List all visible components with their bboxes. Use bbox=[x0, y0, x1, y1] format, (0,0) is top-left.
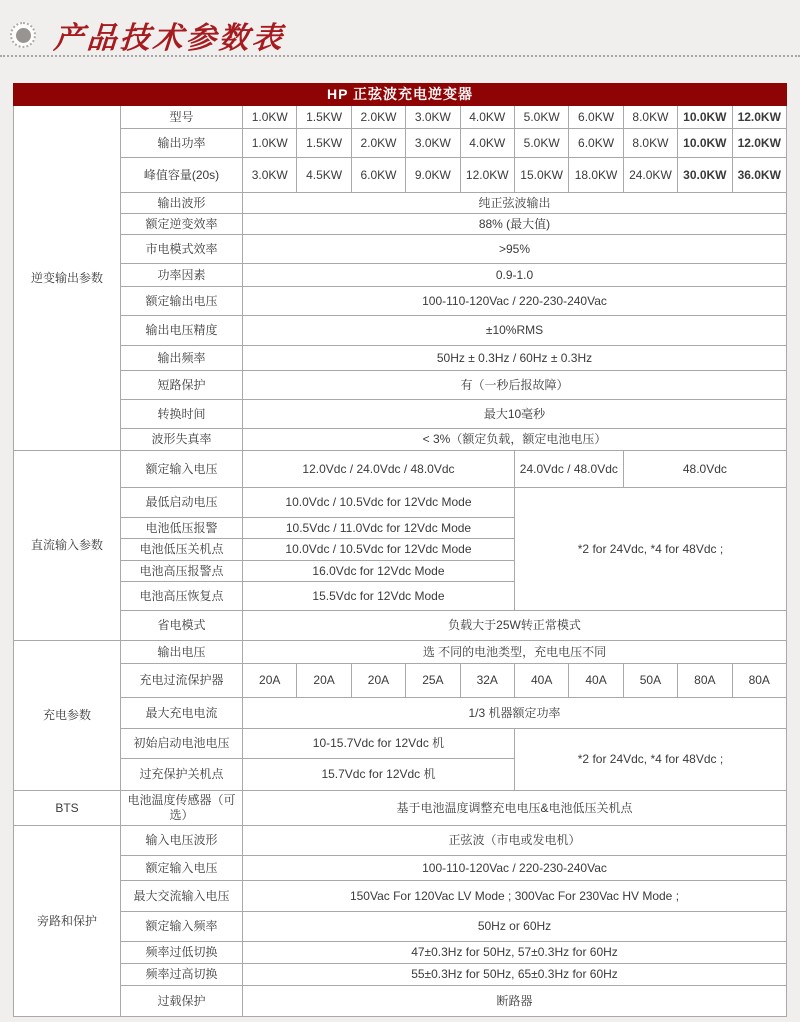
spec-value: 20A bbox=[351, 664, 405, 698]
param-label: 电池低压关机点 bbox=[121, 539, 243, 561]
spec-value: 10.5Vdc / 11.0Vdc for 12Vdc Mode bbox=[243, 518, 515, 539]
spec-row bbox=[14, 158, 787, 193]
param-label: 初始启动电池电压 bbox=[121, 729, 243, 759]
spec-table-container bbox=[0, 83, 800, 1017]
spec-value: 0.9-1.0 bbox=[243, 264, 787, 287]
spec-row bbox=[14, 214, 787, 235]
table-title: HP 正弦波充电逆变器 bbox=[14, 84, 787, 106]
spec-value: 50Hz ± 0.3Hz / 60Hz ± 0.3Hz bbox=[243, 346, 787, 371]
spec-row bbox=[14, 287, 787, 316]
param-label: 频率过低切换 bbox=[121, 942, 243, 964]
spec-table bbox=[13, 83, 787, 1017]
spec-value: 1.5KW bbox=[297, 129, 351, 158]
spec-value: 16.0Vdc for 12Vdc Mode bbox=[243, 561, 515, 582]
page-header bbox=[0, 0, 800, 83]
spec-value: 18.0KW bbox=[569, 158, 623, 193]
spec-value: 15.7Vdc for 12Vdc 机 bbox=[243, 759, 515, 791]
category-cell: BTS bbox=[14, 791, 121, 826]
param-label: 输出波形 bbox=[121, 193, 243, 214]
spec-value: 有（一秒后报故障） bbox=[243, 371, 787, 400]
spec-value: 80A bbox=[732, 664, 786, 698]
param-label: 电池低压报警 bbox=[121, 518, 243, 539]
spec-value: 32A bbox=[460, 664, 514, 698]
spec-value: 1.0KW bbox=[243, 106, 297, 129]
spec-value: 2.0KW bbox=[351, 129, 405, 158]
param-label: 转换时间 bbox=[121, 400, 243, 429]
spec-value: 6.0KW bbox=[569, 129, 623, 158]
spec-row bbox=[14, 488, 787, 518]
spec-value: 12.0KW bbox=[460, 158, 514, 193]
spec-value: 88% (最大值) bbox=[243, 214, 787, 235]
spec-value: 100-110-120Vac / 220-230-240Vac bbox=[243, 287, 787, 316]
spec-value: 12.0KW bbox=[732, 106, 786, 129]
param-label: 过充保护关机点 bbox=[121, 759, 243, 791]
spec-row bbox=[14, 942, 787, 964]
spec-value: 3.0KW bbox=[406, 106, 460, 129]
spec-value: 3.0KW bbox=[406, 129, 460, 158]
spec-value: 100-110-120Vac / 220-230-240Vac bbox=[243, 856, 787, 881]
param-label: 最低启动电压 bbox=[121, 488, 243, 518]
spec-row bbox=[14, 964, 787, 986]
spec-value: 9.0KW bbox=[406, 158, 460, 193]
spec-value: 10.0KW bbox=[678, 129, 732, 158]
spec-row bbox=[14, 346, 787, 371]
circle-bullet-icon bbox=[10, 22, 36, 48]
param-label: 输出电压 bbox=[121, 641, 243, 664]
spec-value: 15.5Vdc for 12Vdc Mode bbox=[243, 582, 515, 611]
spec-value: 5.0KW bbox=[514, 106, 568, 129]
spec-value: 30.0KW bbox=[678, 158, 732, 193]
spec-value: 8.0KW bbox=[623, 106, 677, 129]
spec-row bbox=[14, 826, 787, 856]
spec-value: 基于电池温度调整充电电压&电池低压关机点 bbox=[243, 791, 787, 826]
spec-value: 40A bbox=[514, 664, 568, 698]
spec-value: 6.0KW bbox=[569, 106, 623, 129]
spec-row bbox=[14, 856, 787, 881]
spec-row bbox=[14, 698, 787, 729]
spec-value: < 3%（额定负载，额定电池电压） bbox=[243, 429, 787, 451]
category-cell: 直流输入参数 bbox=[14, 451, 121, 641]
spec-value: 25A bbox=[406, 664, 460, 698]
category-cell: 充电参数 bbox=[14, 641, 121, 791]
spec-value: 150Vac For 120Vac LV Mode ; 300Vac For 230Vac HV Mode ; bbox=[243, 881, 787, 912]
spec-value: *2 for 24Vdc, *4 for 48Vdc ; bbox=[514, 488, 786, 611]
spec-value: 12.0Vdc / 24.0Vdc / 48.0Vdc bbox=[243, 451, 515, 488]
spec-value: 24.0KW bbox=[623, 158, 677, 193]
param-label: 额定输入电压 bbox=[121, 856, 243, 881]
param-label: 频率过高切换 bbox=[121, 964, 243, 986]
param-label: 输出频率 bbox=[121, 346, 243, 371]
spec-value: 40A bbox=[569, 664, 623, 698]
table-title-row bbox=[14, 84, 787, 106]
param-label: 额定逆变效率 bbox=[121, 214, 243, 235]
spec-value: 20A bbox=[297, 664, 351, 698]
param-label: 输入电压波形 bbox=[121, 826, 243, 856]
spec-row bbox=[14, 193, 787, 214]
spec-value: 50Hz or 60Hz bbox=[243, 912, 787, 942]
spec-value: 1.5KW bbox=[297, 106, 351, 129]
page-title: 产品技术参数表 bbox=[52, 22, 286, 55]
spec-value: 48.0Vdc bbox=[623, 451, 786, 488]
param-label: 电池高压恢复点 bbox=[121, 582, 243, 611]
spec-value: 10-15.7Vdc for 12Vdc 机 bbox=[243, 729, 515, 759]
spec-value: 10.0Vdc / 10.5Vdc for 12Vdc Mode bbox=[243, 539, 515, 561]
param-label: 输出功率 bbox=[121, 129, 243, 158]
spec-row bbox=[14, 881, 787, 912]
spec-value: 断路器 bbox=[243, 986, 787, 1017]
spec-value: 80A bbox=[678, 664, 732, 698]
spec-value: 3.0KW bbox=[243, 158, 297, 193]
spec-value: 50A bbox=[623, 664, 677, 698]
spec-value: *2 for 24Vdc, *4 for 48Vdc ; bbox=[514, 729, 786, 791]
spec-row bbox=[14, 791, 787, 826]
category-cell: 逆变输出参数 bbox=[14, 106, 121, 451]
spec-row bbox=[14, 429, 787, 451]
spec-row bbox=[14, 264, 787, 287]
spec-value: 10.0Vdc / 10.5Vdc for 12Vdc Mode bbox=[243, 488, 515, 518]
spec-value: 1.0KW bbox=[243, 129, 297, 158]
spec-row bbox=[14, 129, 787, 158]
spec-row bbox=[14, 316, 787, 346]
param-label: 最大交流输入电压 bbox=[121, 881, 243, 912]
spec-value: 负载大于25W转正常模式 bbox=[243, 611, 787, 641]
param-label: 电池高压报警点 bbox=[121, 561, 243, 582]
param-label: 功率因素 bbox=[121, 264, 243, 287]
param-label: 市电模式效率 bbox=[121, 235, 243, 264]
spec-row bbox=[14, 611, 787, 641]
spec-value: 正弦波（市电或发电机） bbox=[243, 826, 787, 856]
param-label: 额定输入频率 bbox=[121, 912, 243, 942]
spec-row bbox=[14, 641, 787, 664]
spec-value: 5.0KW bbox=[514, 129, 568, 158]
spec-value: 12.0KW bbox=[732, 129, 786, 158]
spec-value: 最大10毫秒 bbox=[243, 400, 787, 429]
spec-value: 8.0KW bbox=[623, 129, 677, 158]
spec-value: 4.0KW bbox=[460, 129, 514, 158]
spec-row bbox=[14, 235, 787, 264]
spec-row bbox=[14, 371, 787, 400]
param-label: 充电过流保护器 bbox=[121, 664, 243, 698]
param-label: 型号 bbox=[121, 106, 243, 129]
spec-value: ±10%RMS bbox=[243, 316, 787, 346]
spec-value: >95% bbox=[243, 235, 787, 264]
spec-row bbox=[14, 664, 787, 698]
spec-value: 24.0Vdc / 48.0Vdc bbox=[514, 451, 623, 488]
circle-bullet-inner-icon bbox=[16, 28, 31, 43]
param-label: 最大充电电流 bbox=[121, 698, 243, 729]
spec-value: 1/3 机器额定功率 bbox=[243, 698, 787, 729]
spec-value: 4.5KW bbox=[297, 158, 351, 193]
param-label: 过载保护 bbox=[121, 986, 243, 1017]
spec-row bbox=[14, 912, 787, 942]
spec-value: 55±0.3Hz for 50Hz, 65±0.3Hz for 60Hz bbox=[243, 964, 787, 986]
spec-value: 47±0.3Hz for 50Hz, 57±0.3Hz for 60Hz bbox=[243, 942, 787, 964]
param-label: 短路保护 bbox=[121, 371, 243, 400]
spec-value: 6.0KW bbox=[351, 158, 405, 193]
spec-row bbox=[14, 729, 787, 759]
param-label: 波形失真率 bbox=[121, 429, 243, 451]
spec-value: 20A bbox=[243, 664, 297, 698]
spec-row bbox=[14, 986, 787, 1017]
dotted-separator bbox=[0, 55, 800, 57]
spec-value: 纯正弦波输出 bbox=[243, 193, 787, 214]
spec-value: 15.0KW bbox=[514, 158, 568, 193]
spec-value: 36.0KW bbox=[732, 158, 786, 193]
spec-value: 10.0KW bbox=[678, 106, 732, 129]
param-label: 额定输出电压 bbox=[121, 287, 243, 316]
spec-value: 4.0KW bbox=[460, 106, 514, 129]
spec-row bbox=[14, 451, 787, 488]
param-label: 电池温度传感器（可选） bbox=[121, 791, 243, 826]
param-label: 省电模式 bbox=[121, 611, 243, 641]
spec-row bbox=[14, 400, 787, 429]
spec-value: 选 不同的电池类型，充电电压不同 bbox=[243, 641, 787, 664]
spec-value: 2.0KW bbox=[351, 106, 405, 129]
param-label: 峰值容量(20s) bbox=[121, 158, 243, 193]
param-label: 输出电压精度 bbox=[121, 316, 243, 346]
spec-row bbox=[14, 106, 787, 129]
category-cell: 旁路和保护 bbox=[14, 826, 121, 1017]
param-label: 额定输入电压 bbox=[121, 451, 243, 488]
